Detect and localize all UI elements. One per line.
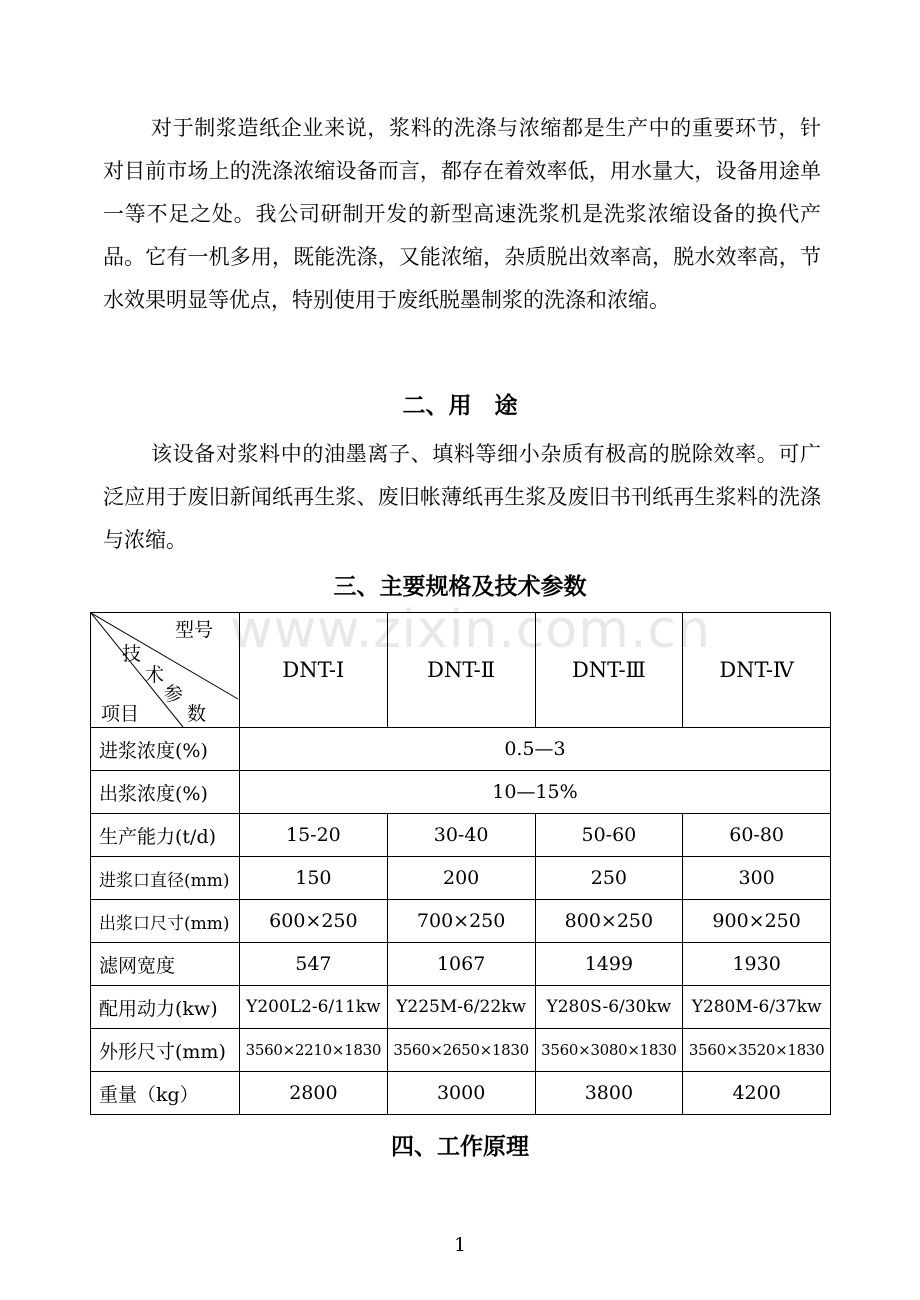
section-heading-usage: 二、用 途 <box>402 392 518 419</box>
table-cell: 1067 <box>387 943 535 986</box>
row-label: 外形尺寸(mm) <box>91 1029 240 1072</box>
table-cell: 600×250 <box>240 900 388 943</box>
merged-value: 0.5—3 <box>240 728 831 771</box>
table-cell: 30-40 <box>387 814 535 857</box>
table-cell: 50-60 <box>535 814 683 857</box>
table-cell: 4200 <box>683 1072 831 1115</box>
merged-value: 10—15% <box>240 771 831 814</box>
row-label: 出浆浓度(%) <box>91 771 240 814</box>
table-cell: 700×250 <box>387 900 535 943</box>
table-cell: 547 <box>240 943 388 986</box>
spec-table <box>90 612 831 1115</box>
corner-tech-char-4: 数 <box>187 703 207 725</box>
section-heading-principle: 四、工作原理 <box>391 1133 529 1160</box>
table-row <box>91 943 831 986</box>
corner-item-label: 项目 <box>101 703 140 725</box>
table-row <box>91 1029 831 1072</box>
table-cell: 3000 <box>387 1072 535 1115</box>
table-cell: 1499 <box>535 943 683 986</box>
model-header: DNT-Ⅲ <box>535 613 683 728</box>
table-row <box>91 857 831 900</box>
row-label: 进浆浓度(%) <box>91 728 240 771</box>
table-row <box>91 986 831 1029</box>
model-header: DNT-Ⅱ <box>387 613 535 728</box>
table-cell: 800×250 <box>535 900 683 943</box>
table-row <box>91 771 831 814</box>
watermark: www.zixin.com.cn <box>230 600 711 660</box>
row-label: 重量（kg） <box>91 1072 240 1115</box>
table-cell: Y280S-6/30kw <box>535 986 683 1029</box>
usage-paragraph: 该设备对浆料中的油墨离子、填料等细小杂质有极高的脱除效率。可广泛应用于废旧新闻纸再生浆、废旧帐薄纸再生浆及废旧书刊纸再生浆料的洗涤与浓缩。 <box>103 442 821 552</box>
table-cell: 2800 <box>240 1072 388 1115</box>
table-cell: 15-20 <box>240 814 388 857</box>
table-cell: 1930 <box>683 943 831 986</box>
table-cell: 300 <box>683 857 831 900</box>
row-label: 生产能力(t/d) <box>91 814 240 857</box>
corner-model-label: 型号 <box>175 619 214 641</box>
row-label: 出浆口尺寸(mm) <box>91 900 240 943</box>
table-cell: 200 <box>387 857 535 900</box>
table-cell: 3560×2210×1830 <box>240 1029 388 1072</box>
table-cell: 3800 <box>535 1072 683 1115</box>
table-cell: 900×250 <box>683 900 831 943</box>
model-header: DNT-Ⅰ <box>240 613 388 728</box>
table-cell: Y200L2-6/11kw <box>240 986 388 1029</box>
table-cell: 3560×3080×1830 <box>535 1029 683 1072</box>
table-cell: 3560×3520×1830 <box>683 1029 831 1072</box>
model-header: DNT-Ⅳ <box>683 613 831 728</box>
row-label: 滤网宽度 <box>91 943 240 986</box>
table-row <box>91 728 831 771</box>
corner-tech-char-3: 参 <box>164 683 184 705</box>
table-cell: 250 <box>535 857 683 900</box>
table-header-row <box>91 613 831 728</box>
table-cell: Y225M-6/22kw <box>387 986 535 1029</box>
row-label: 配用动力(kw) <box>91 986 240 1029</box>
table-row <box>91 900 831 943</box>
diagonal-header-cell <box>91 613 240 728</box>
page-number: 1 <box>453 1234 467 1256</box>
table-row <box>91 1072 831 1115</box>
table-row <box>91 814 831 857</box>
section-heading-specs: 三、主要规格及技术参数 <box>333 573 587 600</box>
table-cell: Y280M-6/37kw <box>683 986 831 1029</box>
corner-tech-char-1: 技 <box>122 643 142 665</box>
corner-tech-char-2: 术 <box>145 664 165 686</box>
table-cell: 60-80 <box>683 814 831 857</box>
row-label: 进浆口直径(mm) <box>91 857 240 900</box>
intro-paragraph: 对于制浆造纸企业来说，浆料的洗涤与浓缩都是生产中的重要环节，针对目前市场上的洗涤浓缩设备而言，都存在着效率低，用水量大，设备用途单一等不足之处。我公司研制开发的新型高速洗浆机是洗浆浓缩设备的换代产品。它有一机多用，既能洗涤，又能浓缩，杂质脱出效率高，脱水效率高，节水效果明显等优点，特别使用于废纸脱墨制浆的洗涤和浓缩。 <box>103 116 821 312</box>
table-cell: 150 <box>240 857 388 900</box>
table-cell: 3560×2650×1830 <box>387 1029 535 1072</box>
